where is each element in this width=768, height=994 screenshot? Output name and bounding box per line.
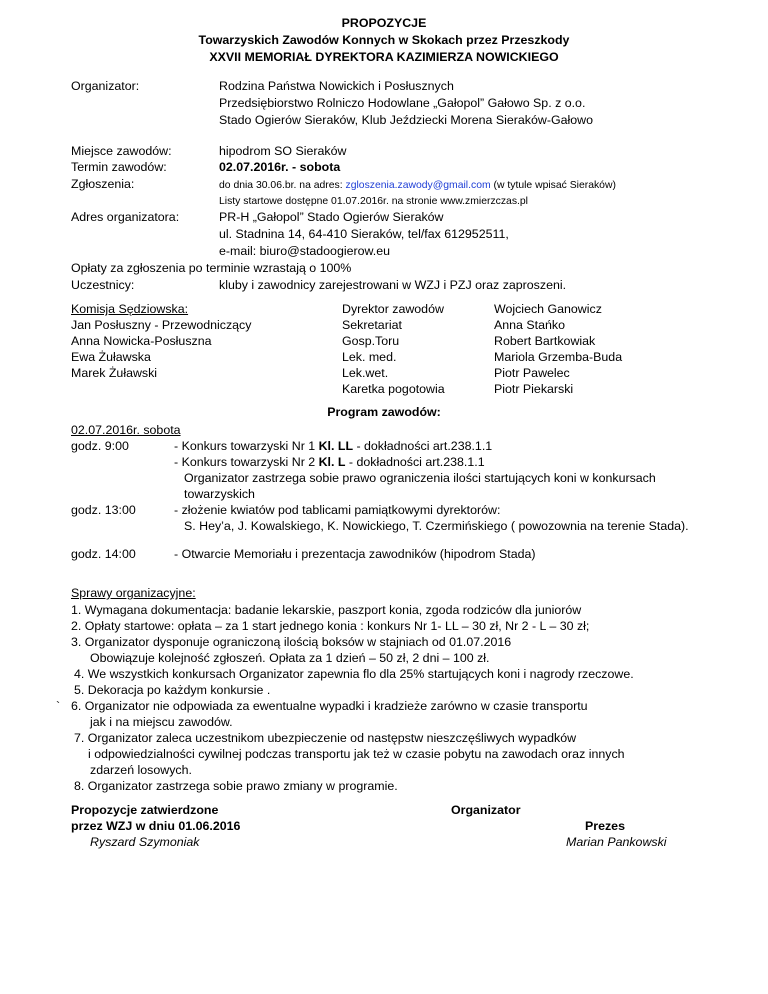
jury-member: Anna Nowicka-Posłuszna xyxy=(71,334,212,348)
official-role: Lek. med. xyxy=(342,350,397,364)
fees-line: Opłaty za zgłoszenia po terminie wzrastają o 100% xyxy=(71,261,352,275)
organizer-signature-label: Organizator xyxy=(451,803,521,817)
address-label: Adres organizatora: xyxy=(71,210,180,224)
org-item: 1. Wymagana dokumentacja: badanie lekarskie, paszport konia, zgoda rodziców dla juniorów xyxy=(71,603,582,617)
org-item: 7. Organizator zaleca uczestnikom ubezpieczenie od następstw nieszczęśliwych wypadków xyxy=(74,731,577,745)
competition-2 xyxy=(174,455,485,470)
program-date: 02.07.2016r. sobota xyxy=(71,423,181,437)
org-item: jak i na miejscu zawodów. xyxy=(90,715,233,729)
official-name: Wojciech Ganowicz xyxy=(494,302,602,316)
org-item: 6. Organizator nie odpowiada za ewentualne wypadki i kradzieże zarówno w czasie transportu xyxy=(71,699,588,713)
official-name: Robert Bartkowiak xyxy=(494,334,596,348)
competition-1 xyxy=(174,439,492,454)
official-role: Sekretariat xyxy=(342,318,402,332)
entries-prefix: do dnia 30.06.br. na adres: xyxy=(219,180,346,191)
president-name: Marian Pankowski xyxy=(566,835,667,849)
organizer-line: Rodzina Państwa Nowickich i Posłusznych xyxy=(219,79,454,93)
official-name: Mariola Grzemba-Buda xyxy=(494,350,623,364)
venue-value: hipodrom SO Sieraków xyxy=(219,144,347,158)
official-name: Piotr Pawelec xyxy=(494,366,570,380)
org-item: 8. Organizator zastrzega sobie prawo zmiany w programie. xyxy=(74,779,398,793)
start-lists-note: Listy startowe dostępne 01.07.2016r. na stronie www.zmierzczas.pl xyxy=(219,196,528,207)
official-role: Dyrektor zawodów xyxy=(342,302,444,316)
competition-1-text: - Konkurs towarzyski Nr 1 xyxy=(174,439,319,453)
organizer-label: Organizator: xyxy=(71,79,140,93)
official-role: Gosp.Toru xyxy=(342,334,400,348)
document-title: PROPOZYCJE xyxy=(341,16,427,30)
venue-label: Miejsce zawodów: xyxy=(71,144,172,158)
official-name: Anna Stańko xyxy=(494,318,565,332)
participants-value: kluby i zawodnicy zarejestrowani w WZJ i PZJ oraz zaproszeni. xyxy=(219,278,567,292)
approval-line: Propozycje zatwierdzone xyxy=(71,803,219,817)
organizer-line: Przedsiębiorstwo Rolniczo Hodowlane „Gałopol” Gałowo Sp. z o.o. xyxy=(219,96,586,110)
program-time: godz. 9:00 xyxy=(71,439,129,453)
competition-2-text: - Konkurs towarzyski Nr 2 xyxy=(174,455,319,469)
org-item: i odpowiedzialności cywilnej podczas transportu jak też w czasie pobytu na zawodach oraz innych xyxy=(88,747,625,761)
org-heading: Sprawy organizacyjne: xyxy=(71,586,196,600)
stray-mark: ` xyxy=(56,699,61,713)
program-note: Organizator zastrzega sobie prawo ograniczenia ilości startujących koni w konkursach xyxy=(184,471,656,485)
program-note: towarzyskich xyxy=(184,487,255,501)
program-heading: Program zawodów: xyxy=(327,405,441,419)
jury-member: Marek Żuławski xyxy=(71,366,158,380)
official-name: Piotr Piekarski xyxy=(494,382,574,396)
flowers-directors: S. Hey’a, J. Kowalskiego, K. Nowickiego, T. Czermińskiego ( powozownia na terenie Stada). xyxy=(184,519,689,533)
program-time: godz. 13:00 xyxy=(71,503,136,517)
document-subtitle: Towarzyskich Zawodów Konnych w Skokach przez Przeszkody xyxy=(198,33,570,47)
address-line: PR-H „Gałopol” Stado Ogierów Sieraków xyxy=(219,210,444,224)
address-line: e-mail: biuro@stadoogierow.eu xyxy=(219,244,390,258)
entries-suffix: (w tytule wpisać Sieraków) xyxy=(490,180,616,191)
org-item: 4. We wszystkich konkursach Organizator zapewnia flo dla 25% startujących koni i nagrody rzeczowe. xyxy=(74,667,634,681)
approver-name: Ryszard Szymoniak xyxy=(90,835,200,849)
official-role: Lek.wet. xyxy=(342,366,389,380)
competition-1-class: Kl. LL xyxy=(318,439,354,453)
opening-ceremony: - Otwarcie Memoriału i prezentacja zawodników (hipodrom Stada) xyxy=(174,547,536,561)
org-item: 5. Dekoracja po każdym konkursie . xyxy=(74,683,271,697)
org-item: zdarzeń losowych. xyxy=(90,763,192,777)
address-line: ul. Stadnina 14, 64-410 Sieraków, tel/fax 612952511, xyxy=(219,227,509,241)
jury-heading: Komisja Sędziowska: xyxy=(71,302,189,316)
program-time: godz. 14:00 xyxy=(71,547,136,561)
org-item: 2. Opłaty startowe: opłata – za 1 start jednego konia : konkurs Nr 1- LL – 30 zł, Nr 2 - L – 30 zł; xyxy=(71,619,590,633)
jury-member: Jan Posłuszny - Przewodniczący xyxy=(71,318,252,332)
flowers-ceremony: - złożenie kwiatów pod tablicami pamiątkowymi dyrektorów: xyxy=(174,503,501,517)
competition-1-rule: - dokładności art.238.1.1 xyxy=(353,439,493,453)
org-item: 3. Organizator dysponuje ograniczoną ilością boksów w stajniach od 01.07.2016 xyxy=(71,635,512,649)
approval-line: przez WZJ w dniu 01.06.2016 xyxy=(71,819,241,833)
participants-label: Uczestnicy: xyxy=(71,278,135,292)
date-label: Termin zawodów: xyxy=(71,160,167,174)
competition-2-class: Kl. L xyxy=(318,455,346,469)
org-item: Obowiązuje kolejność zgłoszeń. Opłata za 1 dzień – 50 zł, 2 dni – 100 zł. xyxy=(90,651,490,665)
president-label: Prezes xyxy=(585,819,625,833)
entries-email-link[interactable]: zgloszenia.zawody@gmail.com xyxy=(345,180,491,191)
jury-member: Ewa Żuławska xyxy=(71,350,151,364)
competition-2-rule: - dokładności art.238.1.1 xyxy=(345,455,485,469)
memorial-title: XXVII MEMORIAŁ DYREKTORA KAZIMIERZA NOWICKIEGO xyxy=(209,50,559,64)
entries-label: Zgłoszenia: xyxy=(71,177,135,191)
date-value: 02.07.2016r. - sobota xyxy=(219,160,341,174)
official-role: Karetka pogotowia xyxy=(342,382,445,396)
entries-line xyxy=(219,178,616,193)
organizer-line: Stado Ogierów Sieraków, Klub Jeździecki Morena Sieraków-Gałowo xyxy=(219,113,593,127)
